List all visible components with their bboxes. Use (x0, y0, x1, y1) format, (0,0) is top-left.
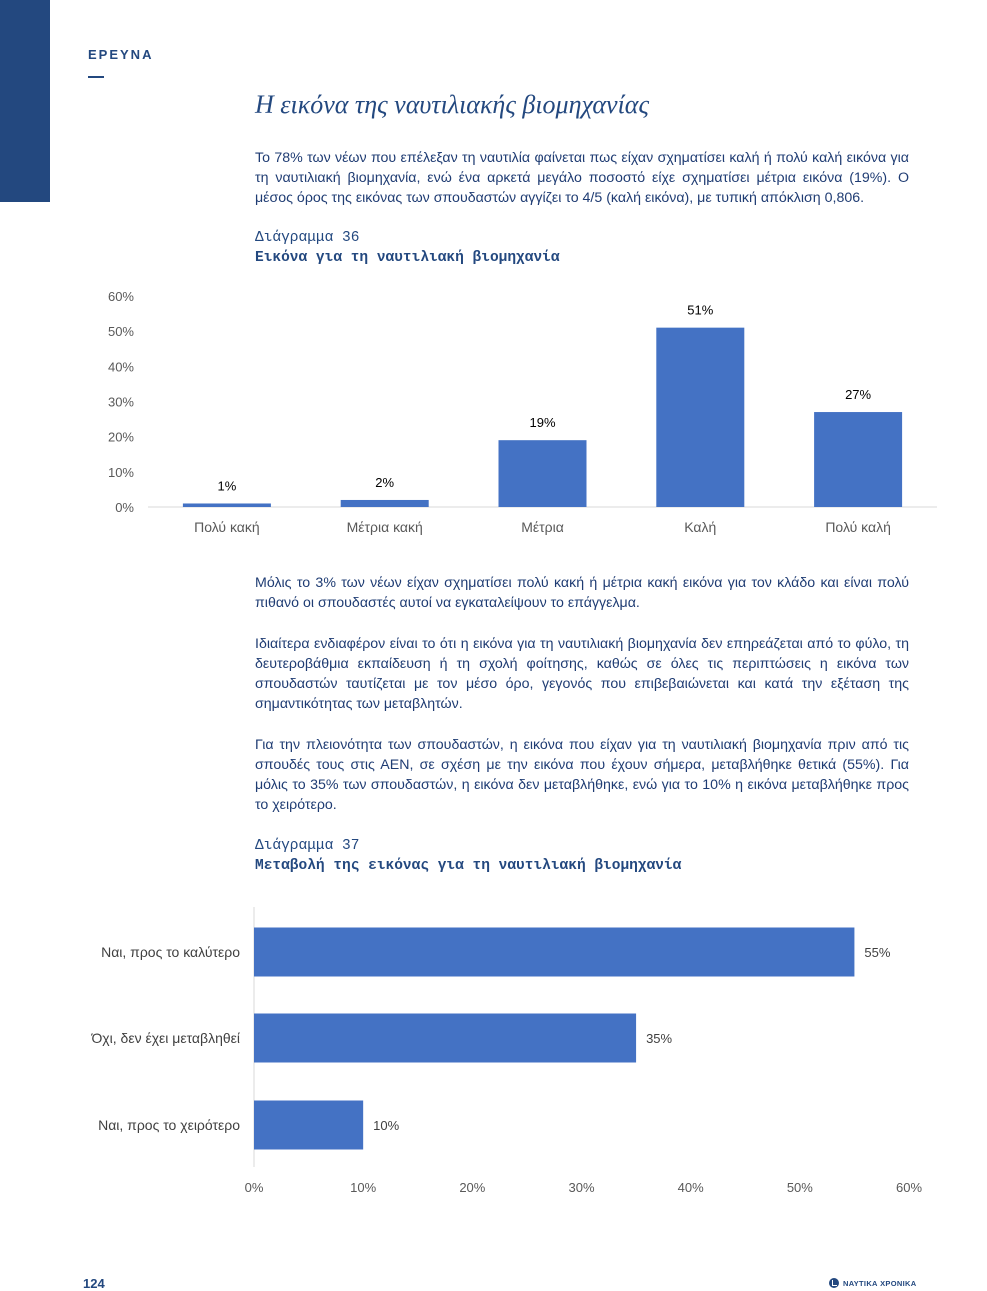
x-category-label: Μέτρια (521, 519, 564, 535)
x-tick-label: 20% (459, 1180, 486, 1195)
bar-data-label: 1% (217, 478, 237, 494)
vertical-bar-chart (0, 280, 987, 550)
y-tick-label: 20% (107, 429, 134, 445)
x-tick-label: 30% (568, 1180, 595, 1195)
paragraph-4: Για την πλειονότητα των σπουδαστών, η εικόνα που είχαν για τη ναυτιλιακή βιομηχανία πριν από τις σπουδές τους στις ΑΕΝ, σε σχέση με την εικόνα που έχουν σήμερα, μεταβλήθηκε θετικά (55%). Για μόλις το 35% των σπουδαστών, η εικόνα δεν μεταβλήθηκε, ενώ για το 10% η εικόνα μεταβλήθηκε προς το χειρότερο. (255, 737, 909, 813)
page-title: Η εικόνα της ναυτιλιακής βιομηχανίας (255, 90, 649, 119)
bar (656, 328, 744, 507)
y-category-label: Ναι, προς το καλύτερο (101, 944, 240, 960)
y-tick-label: 60% (107, 289, 134, 304)
bar (183, 503, 271, 507)
brand-name: ΝΑΥΤΙΚΑ ΧΡΟΝΙΚΑ (843, 1278, 917, 1288)
compass-logo-icon (829, 1278, 839, 1288)
y-tick-label: 40% (107, 359, 134, 375)
diagram-36-title: Εικόνα για τη ναυτιλιακή βιομηχανία (255, 250, 560, 266)
x-tick-label: 0% (244, 1180, 264, 1195)
brand-logo (829, 1278, 916, 1288)
section-label: ΕΡΕΥΝΑ (88, 47, 154, 62)
bar-data-label: 55% (864, 945, 891, 960)
bar-data-label: 27% (845, 387, 872, 403)
diagram-37-title: Μεταβολή της εικόνας για τη ναυτιλιακή βιομηχανία (255, 858, 682, 874)
x-tick-label: 60% (895, 1180, 923, 1195)
x-tick-label: 10% (350, 1180, 377, 1195)
y-category-label: Ναι, προς το χειρότερο (98, 1117, 240, 1133)
section-underline (88, 76, 104, 78)
y-tick-label: 10% (107, 464, 134, 480)
sidebar-color-block (0, 0, 50, 202)
bar (254, 1014, 636, 1063)
y-tick-label: 0% (115, 500, 134, 515)
bar (499, 440, 587, 507)
bar (341, 500, 429, 507)
paragraph-2: Μόλις το 3% των νέων είχαν σχηματίσει πολύ κακή ή μέτρια κακή εικόνα για τον κλάδο και είναι πολύ πιθανό οι σπουδαστές αυτοί να εγκαταλείψουν το επάγγελμα. (255, 575, 909, 611)
x-category-label: Πολύ κακή (194, 519, 260, 535)
y-tick-label: 50% (107, 324, 134, 340)
horizontal-bar-chart (0, 895, 987, 1205)
bar-data-label: 35% (646, 1031, 673, 1046)
intro-paragraph: Το 78% των νέων που επέλεξαν τη ναυτιλία φαίνεται πως είχαν σχηματίσει καλή ή πολύ καλή εικόνα για τη ναυτιλιακή βιομηχανία, ενώ ένα αρκετά μεγάλο ποσοστό είχε σχηματίσει μέτρια εικόνα (19%). Ο μέσος όρος της εικόνας των σπουδαστών αγγίζει το 4/5 (καλή εικόνα), με τυπική απόκλιση 0,806. (255, 150, 909, 206)
bar (254, 928, 854, 977)
bar-data-label: 2% (375, 474, 395, 490)
bar-data-label: 51% (687, 302, 714, 318)
x-category-label: Μέτρια κακή (346, 519, 423, 535)
diagram-37-number: Διάγραμμα 37 (255, 838, 360, 854)
bar (814, 412, 902, 507)
y-category-label: Όχι, δεν έχει μεταβληθεί (91, 1030, 240, 1046)
y-tick-label: 30% (107, 394, 134, 410)
x-category-label: Καλή (684, 519, 717, 535)
x-category-label: Πολύ καλή (825, 519, 891, 535)
diagram-36-number: Διάγραμμα 36 (255, 230, 360, 246)
bar-data-label: 10% (373, 1118, 400, 1133)
bar (254, 1101, 363, 1150)
x-tick-label: 50% (786, 1180, 813, 1195)
bar-data-label: 19% (529, 415, 556, 431)
x-tick-label: 40% (677, 1180, 704, 1195)
page-number: 124 (83, 1276, 105, 1291)
paragraph-3: Ιδιαίτερα ενδιαφέρον είναι το ότι η εικόνα για τη ναυτιλιακή βιομηχανία δεν επηρεάζεται από το φύλο, τη δευτεροβάθμια εκπαίδευση ή τη σχολή φοίτησης, καθώς σε όλες τις περιπτώσεις η εικόνα των σπουδαστών ταυτίζεται με τον μέσο όρο, γεγονός που επιβεβαιώνεται και κατά την εξέταση της σημαντικότητας των μεταβλητών. (255, 636, 909, 712)
